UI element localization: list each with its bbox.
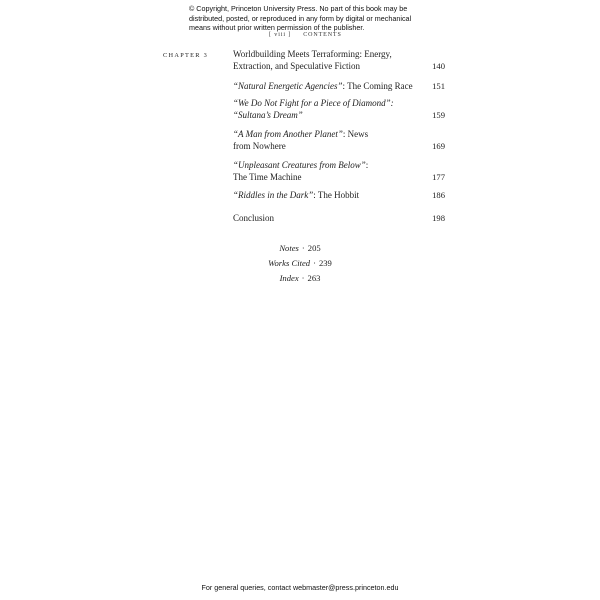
copyright-line: © Copyright, Princeton University Press. No part of this book may be: [189, 4, 408, 13]
toc-entry-italic: “Unpleasant Creatures from Below”: [233, 160, 366, 170]
toc-entry: [233, 97, 445, 121]
backmatter-index: [0, 273, 600, 283]
copyright-notice: [189, 4, 439, 33]
toc-entry-page: 140: [432, 61, 445, 71]
toc-entry-italic: “We Do Not Fight for a Piece of Diamond”:: [233, 98, 394, 108]
toc-entry-page: 177: [432, 172, 445, 182]
backmatter-notes: [0, 243, 600, 253]
toc-entry-italic: “A Man from Another Planet”: [233, 129, 343, 139]
page-number: [ viii ]: [269, 32, 292, 38]
toc-entry-page: 169: [432, 141, 445, 151]
contact-footer: For general queries, contact webmaster@press.princeton.edu: [201, 583, 399, 592]
toc-entry-italic: “Riddles in the Dark”: [233, 190, 314, 200]
backmatter-label: Index: [279, 273, 299, 283]
backmatter-label: Works Cited: [268, 258, 311, 268]
toc-entry-text: : The Coming Race: [342, 81, 413, 91]
separator-dot: ·: [313, 258, 316, 268]
toc-entry-text: The Time Machine: [233, 172, 302, 182]
toc-entry: [233, 159, 445, 183]
toc-entry-italic: “Sultana’s Dream”: [233, 110, 303, 120]
toc-entry-title-line: Extraction, and Speculative Fiction: [233, 61, 360, 71]
separator-dot: ·: [301, 243, 305, 253]
toc-entry: [233, 80, 445, 92]
section-title: CONTENTS: [303, 32, 342, 38]
running-head: [269, 32, 342, 38]
toc-entry-title-line: Worldbuilding Meets Terraforming: Energy,: [233, 49, 392, 59]
toc-entry-page: 151: [432, 81, 445, 91]
backmatter-works-cited: [0, 258, 600, 268]
toc-entry-page: 198: [432, 213, 445, 223]
copyright-line: distributed, posted, or reproduced in any form by digital or mechanical: [189, 13, 412, 23]
backmatter-page: 239: [318, 258, 332, 268]
toc-entry-chapter-title: [233, 48, 445, 72]
toc-entry: [233, 128, 445, 152]
chapter-label: CHAPTER 3: [163, 52, 209, 59]
copyright-line: means without prior written permission of the publisher.: [189, 23, 365, 32]
toc-entry-text: from Nowhere: [233, 141, 286, 151]
toc-entry-text: : The Hobbit: [313, 190, 360, 200]
backmatter-page: 205: [307, 243, 321, 253]
toc-entry-conclusion: [233, 212, 445, 224]
toc-entry-page: 159: [432, 110, 445, 120]
backmatter-label: Notes: [279, 243, 299, 253]
backmatter-page: 263: [307, 273, 321, 283]
toc-entry-text: : News: [342, 129, 369, 139]
toc-entry-text: :: [365, 160, 369, 170]
toc-entry: [233, 189, 445, 201]
toc-entry-page: 186: [432, 190, 445, 200]
toc-entry-text: Conclusion: [233, 213, 275, 223]
toc-entry-italic: “Natural Energetic Agencies”: [233, 81, 343, 91]
separator-dot: ·: [301, 273, 305, 283]
